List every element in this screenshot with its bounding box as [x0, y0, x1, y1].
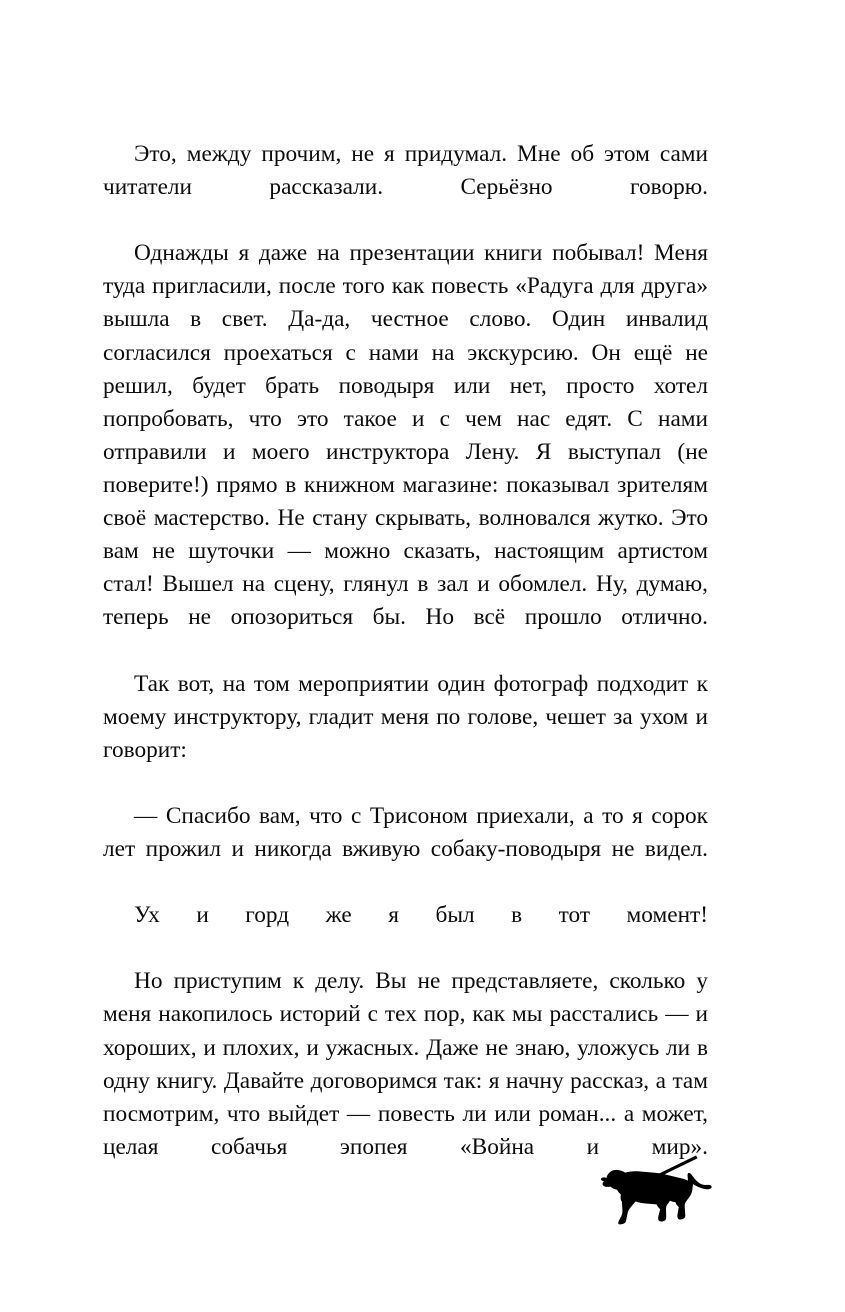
body-paragraph: Однажды я даже на презентации книги побывал! Меня туда пригласили, после того как повесть «Радуга для друга» вышла в свет. Да-да, честное слово. Один инвалид согласился проехаться с нами на экскурсию. Он ещё не решил, будет брать поводыря или нет, просто хотел попробовать, что это такое и с чем нас едят. С нами отправили и моего инструктора Лену. Я выступал (не поверите!) прямо в книжном магазине: показывал зрителям своё мастерство. Не стану скрывать, волновался жутко. Это вам не шуточки — можно сказать, настоящим артистом стал! Вышел на сцену, глянул в зал и обомлел. Ну, думаю, теперь не опозориться бы. Но всё прошло отлично.	[103, 240, 714, 631]
body-paragraph: Это, между прочим, не я придумал. Мне об этом сами читатели рассказали. Серьёзно говорю.	[103, 141, 714, 201]
page-text-block	[103, 138, 714, 1197]
body-paragraph: Но приступим к делу. Вы не представляете, сколько у меня накопилось историй с тех пор, как мы расстались — и хороших, и плохих, и ужасных. Даже не знаю, уложусь ли в одну книгу. Давайте договоримся так: я начну рассказ, а там посмотрим, что выйдет — повесть ли или роман... а может, целая собачья эпопея «Война и мир».	[103, 968, 714, 1160]
running-dog-with-leash-icon	[592, 1152, 720, 1238]
body-paragraph: Ух и горд же я был в тот момент!	[134, 902, 708, 929]
body-paragraph: Так вот, на том мероприятии один фотограф подходит к моему инструктору, гладит меня по голове, чешет за ухом и говорит:	[103, 670, 714, 763]
body-paragraph: — Спасибо вам, что с Трисоном приехали, а то я сорок лет прожил и никогда вживую собаку-поводыря не видел.	[103, 802, 714, 862]
